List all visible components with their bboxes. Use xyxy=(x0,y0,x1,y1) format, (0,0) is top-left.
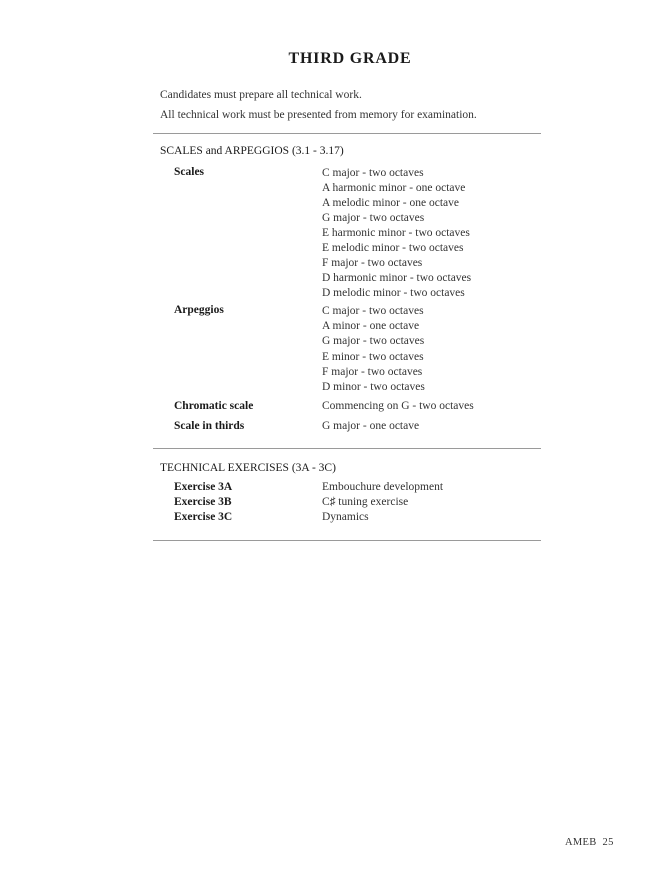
page-title: THIRD GRADE xyxy=(288,50,412,67)
list-item: D harmonic minor - two octaves xyxy=(322,272,472,284)
scales-section-heading: SCALES and ARPEGGIOS (3.1 - 3.17) xyxy=(160,145,344,157)
list-item: F major - two octaves xyxy=(322,365,423,378)
divider xyxy=(153,540,541,541)
chromatic-scale-label: Chromatic scale xyxy=(174,400,254,412)
list-item: E harmonic minor - two octaves xyxy=(322,227,470,239)
scale-in-thirds-label: Scale in thirds xyxy=(174,420,245,432)
exercise-3a-label: Exercise 3A xyxy=(174,481,233,493)
exercise-3b-value: C♯ tuning exercise xyxy=(322,496,409,508)
publisher-name: AMEB xyxy=(565,837,597,848)
arpeggios-label: Arpeggios xyxy=(174,304,224,316)
list-item: D minor - two octaves xyxy=(322,380,425,393)
intro-line-2: All technical work must be presented from memory for examination. xyxy=(160,109,477,121)
chromatic-scale-value: Commencing on G - two octaves xyxy=(322,400,474,412)
list-item: A melodic minor - one octave xyxy=(322,197,460,209)
list-item: F major - two octaves xyxy=(322,257,423,269)
list-item: G major - two octaves xyxy=(322,212,425,224)
exercise-3b-label: Exercise 3B xyxy=(174,496,232,508)
list-item: E minor - two octaves xyxy=(322,350,424,363)
list-item: E melodic minor - two octaves xyxy=(322,242,464,254)
exercises-section-heading: TECHNICAL EXERCISES (3A - 3C) xyxy=(160,462,336,474)
list-item: A minor - one octave xyxy=(322,320,420,333)
list-item: A harmonic minor - one octave xyxy=(322,182,466,194)
list-item: D melodic minor - two octaves xyxy=(322,287,465,299)
list-item: G major - two octaves xyxy=(322,335,425,348)
page-footer xyxy=(565,837,614,848)
divider xyxy=(153,448,541,449)
exercise-3a-value: Embouchure development xyxy=(322,481,444,493)
divider xyxy=(153,133,541,134)
exercise-3c-value: Dynamics xyxy=(322,511,369,523)
list-item: C major - two octaves xyxy=(322,305,424,317)
list-item: C major - two octaves xyxy=(322,167,424,179)
arpeggios-list xyxy=(322,304,425,395)
exercise-3c-label: Exercise 3C xyxy=(174,511,233,523)
page-number: 25 xyxy=(602,837,614,848)
scales-label: Scales xyxy=(174,166,205,178)
intro-line-1: Candidates must prepare all technical work. xyxy=(160,89,362,101)
scales-list xyxy=(322,166,471,301)
scale-in-thirds-value: G major - one octave xyxy=(322,420,420,432)
